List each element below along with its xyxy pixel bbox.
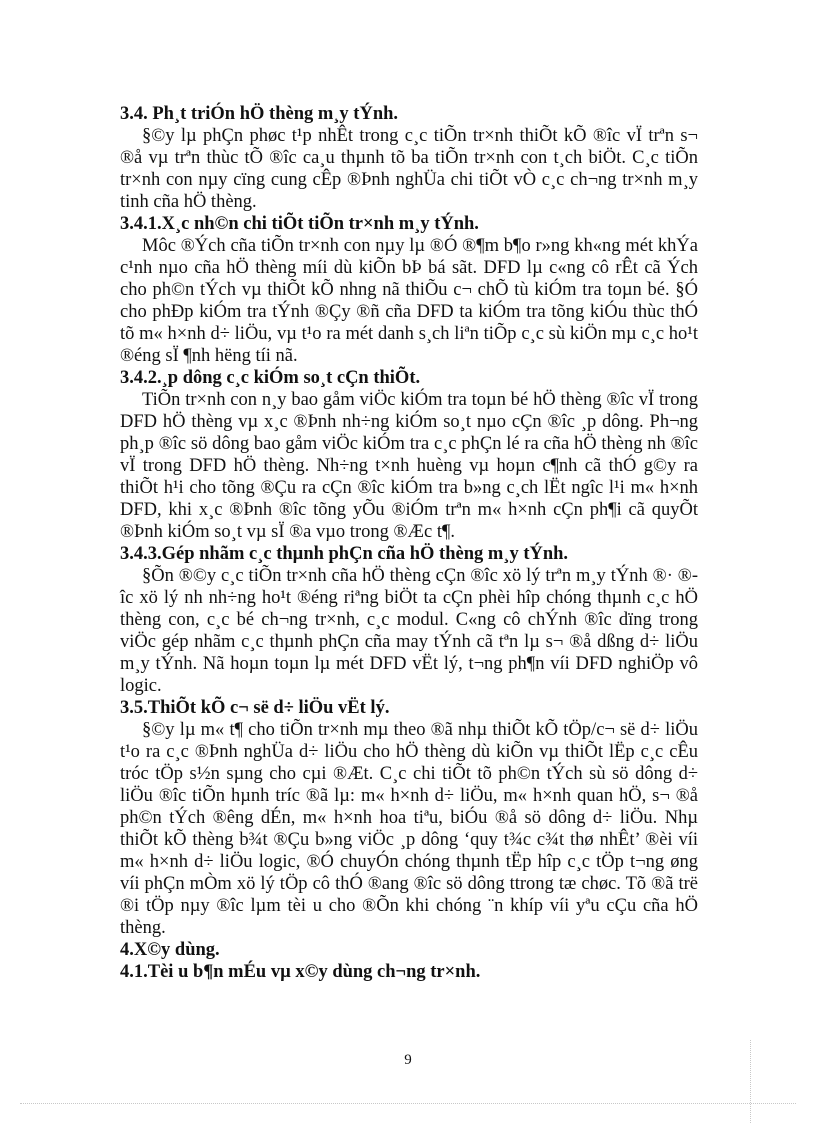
section-heading-3-4-2: 3.4.2.¸p dông c¸c kiÓm so¸t cÇn thiÕt.: [120, 368, 421, 388]
paragraph-3-4: §©y lµ phÇn phøc t¹p nhÊt trong c¸c tiÕn tr×nh thiÕt kÕ ®îc vÏ trªn s¬ ®å vµ trªn thùc tÕ ®îc ca¸u thµnh tõ ba tiÕn tr×nh con t¸ch biÖt. C¸c tiÕn tr×nh con nµy cïng cung cÊp ®Þnh nghÜa chi tiÕt vÒ c¸c ch¬ng tr×nh m¸y tinh cña hÖ thèng.: [120, 126, 698, 212]
page-border-right: [750, 1040, 751, 1123]
section-heading-3-5: 3.5.ThiÕt kÕ c¬ së d÷ liÖu vËt lý.: [120, 698, 390, 718]
section-heading-3-4: 3.4. Ph¸t triÓn hÖ thèng m¸y tÝnh.: [120, 104, 399, 124]
section-heading-3-4-3: 3.4.3.Gép nhãm c¸c thµnh phÇn cña hÖ thèng m¸y tÝnh.: [120, 544, 569, 564]
section-heading-4-1: 4.1.Tèi u b¶n mÉu vµ x©y dùng ch¬ng tr×nh.: [120, 962, 481, 982]
page-content: [120, 103, 698, 983]
paragraph-3-4-2: TiÕn tr×nh con n¸y bao gåm viÖc kiÓm tra toµn bé hÖ thèng ®îc vÏ trong DFD hÖ thèng vµ x¸c ®Þnh nh÷ng kiÓm so¸t nµo cÇn ®îc ¸p dông. Ph¬ng ph¸p ®îc sö dông bao gåm viÖc kiÓm tra c¸c phÇn lé ra cña hÖ thèng nh ®îc vÏ trong DFD hÖ thèng. Nh÷ng t×nh huèng vµ hoµn c¶nh cã thÓ g©y ra thiÕt h¹i cho tõng ®Çu ra cÇn ®îc kiÓm tra b»ng c¸ch lËt ngîc l¹i m« h×nh DFD, khi x¸c ®Þnh ®îc tõng yÕu ®iÓm trªn m« h×nh cÇn ph¶i cã quyÕt ®Þnh kiÓm so¸t vµ sÏ ®a vµo trong ®Æc t¶.: [120, 390, 698, 542]
section-heading-3-4-1: 3.4.1.X¸c nh©n chi tiÕt tiÕn tr×nh m¸y tÝnh.: [120, 214, 479, 234]
paragraph-3-4-3: §Õn ®©y c¸c tiÕn tr×nh cña hÖ thèng cÇn ®îc xö lý trªn m¸y tÝnh ®· ®îc xö lý nh nh÷ng ho¹t ®éng riªng biÖt ta cÇn phèi hîp chóng thµnh c¸c hÖ thèng con, c¸c bé ch¬ng tr×nh, c¸c modul. C«ng cô chÝnh ®îc dïng trong viÖc gép nhãm c¸c thµnh phÇn cña may tÝnh cã tªn lµ s¬ ®å dßng d÷ liÖu m¸y tÝnh. Nã hoµn toµn lµ mét DFD vËt lý, t¬ng ph¶n víi DFD nghiÖp vô logic.: [120, 566, 698, 696]
section-heading-4: 4.X©y dùng.: [120, 940, 220, 960]
paragraph-3-4-1: Môc ®Ých cña tiÕn tr×nh con nµy lµ ®Ó ®¶m b¶o r»ng kh«ng mét khÝa c¹nh nµo cña hÖ thèng míi dù kiÕn bÞ bá sãt. DFD lµ c«ng cô rÊt cã Ých cho ph©n tÝch vµ thiÕt kÕ nhng nã thiÕu c¬ chÕ tù kiÓm tra toµn bé. §Ó cho phÐp kiÓm tra tÝnh ®Çy ®ñ cña DFD ta kiÓm tra tõng kiÓu thùc thÓ tõ m« h×nh d÷ liÖu, vµ t¹o ra mét danh s¸ch liªn tiÕp c¸c sù kiÖn mµ c¸c ho¹t ®éng sÏ ¶nh hëng tíi nã.: [120, 236, 698, 366]
page-number: 9: [404, 1052, 412, 1068]
page-border-bottom: [20, 1103, 796, 1104]
paragraph-3-5: §©y lµ m« t¶ cho tiÕn tr×nh mµ theo ®ã nhµ thiÕt kÕ tÖp/c¬ së d÷ liÖu t¹o ra c¸c ®Þnh nghÜa d÷ liÖu cho hÖ thèng dù kiÕn vµ thiÕt lËp c¸c cÊu tróc tÖp s½n sµng cho cµi ®Æt. C¸c chi tiÕt tõ ph©n tÝch sù sö dông d÷ liÖu ®îc tiÕn hµnh tríc ®ã lµ: m« h×nh d÷ liÖu, m« h×nh quan hÖ, s¬ ®å ph©n tÝch ®êng dÉn, m« h×nh hoa tiªu, biÓu ®å sö dông d÷ liÖu. Nhµ thiÕt kÕ thèng b¾t ®Çu b»ng viÖc ¸p dông ‘quy t¾c c¾t thø nhÊt’ ®èi víi m« h×nh d÷ liÖu logic, ®Ó chuyÓn chóng thµnh tËp hîp c¸c tÖp t¬ng øng víi phÇn mÒm xö lý tÖp cô thÓ ®ang ®îc sö dông ttrong tæ chøc. Tõ ®ã trë ®i tÖp nµy ®îc lµm tèi u cho ®Õn khi chóng ¨n khíp víi yªu cÇu cña hÖ thèng.: [120, 720, 698, 938]
